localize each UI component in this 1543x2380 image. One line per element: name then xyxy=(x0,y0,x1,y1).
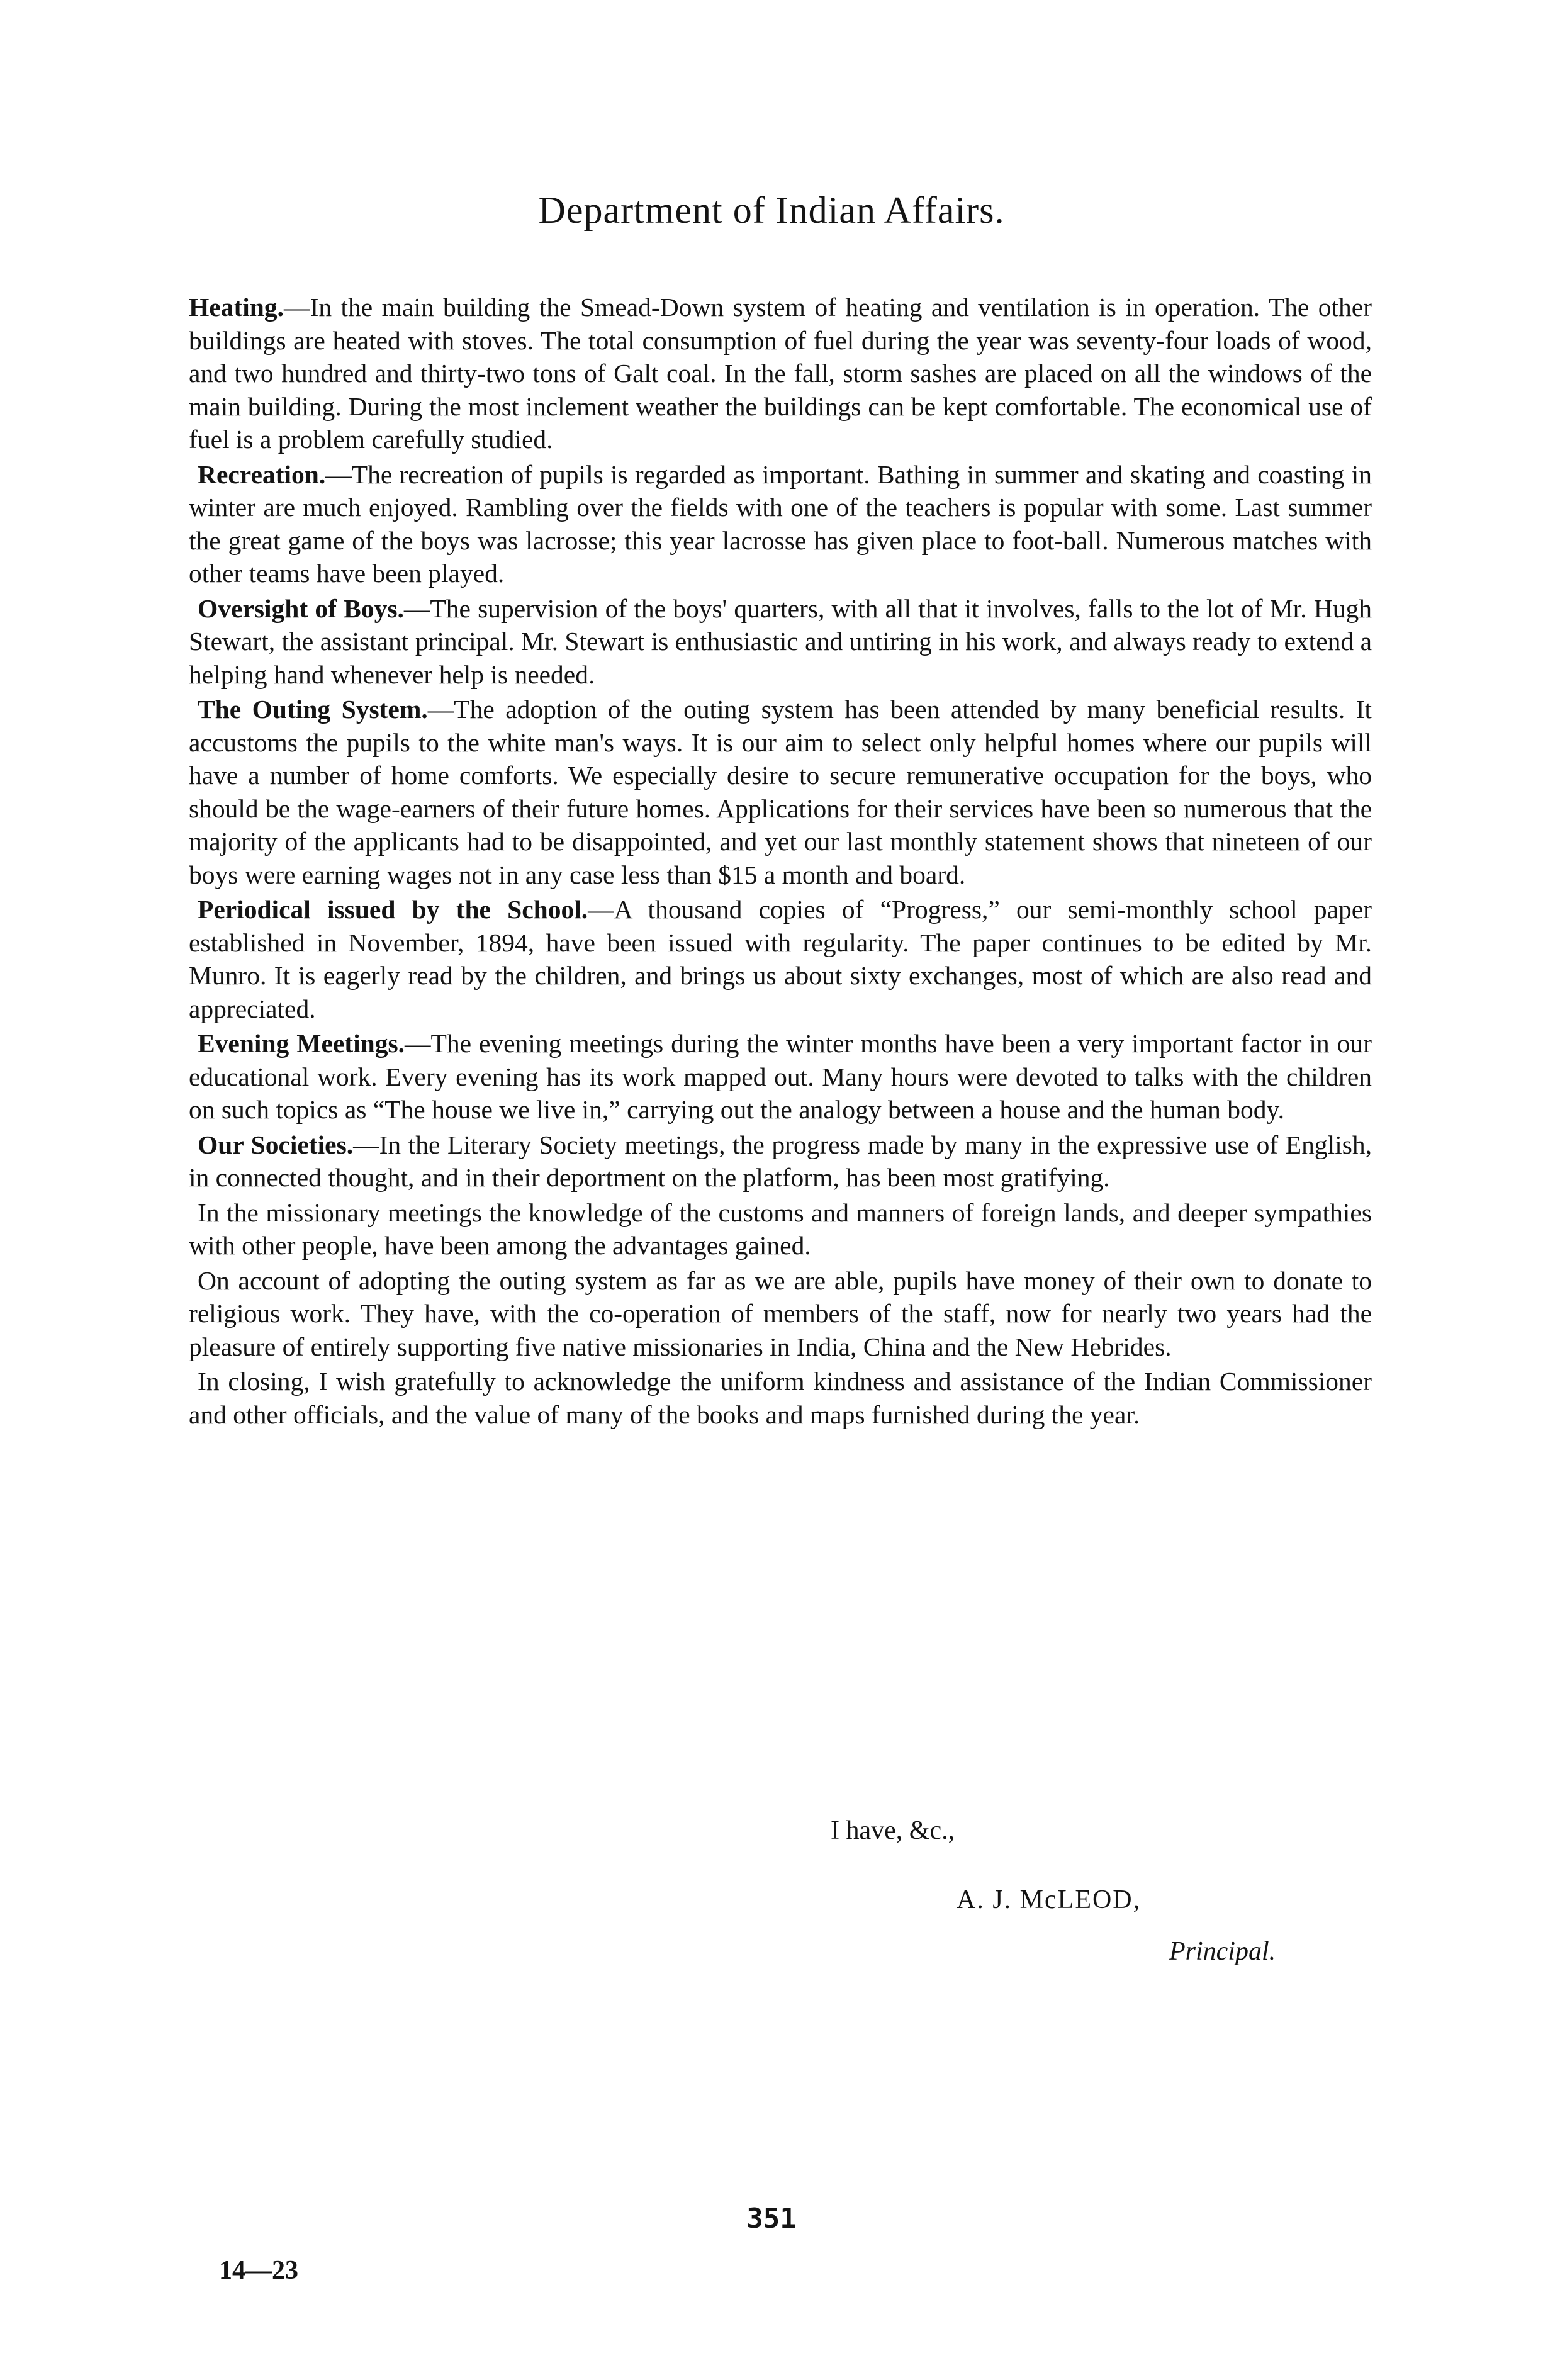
paragraph-recreation xyxy=(189,458,1372,590)
paragraph-oversight xyxy=(189,592,1372,692)
paragraph-text: On account of adopting the outing system as far as we are able, pupils have money of their own to donate to religious work. They have, with the co-operation of members of the staff, now for nearly two years had the pleasure of entirely supporting five native missionaries in India, China and the New Hebrides. xyxy=(189,1266,1372,1361)
paragraph-text: —In the Literary Society meetings, the progress made by many in the expressive use of English, in connected thought, and in their deportment on the platform, has been most gratifying. xyxy=(189,1130,1372,1192)
paragraph-periodical xyxy=(189,893,1372,1025)
paragraph-heading: Oversight of Boys. xyxy=(198,593,404,623)
body-text xyxy=(189,291,1372,1433)
page-header: Department of Indian Affairs. xyxy=(538,189,1005,231)
paragraph-heading: The Outing System. xyxy=(198,695,428,724)
paragraph-heading: Our Societies. xyxy=(198,1130,354,1159)
paragraph-evening-meetings xyxy=(189,1027,1372,1126)
signature-mark: 14—23 xyxy=(219,2256,298,2285)
paragraph-heading: Periodical issued by the School. xyxy=(198,895,588,924)
paragraph-text: In closing, I wish gratefully to acknowledge the uniform kindness and assistance of the Indian Commissioner and other officials, and the value of many of the books and maps furnished during the year. xyxy=(189,1367,1372,1429)
paragraph-outing-donations xyxy=(189,1264,1372,1364)
closing-salutation: I have, &c., xyxy=(831,1816,955,1845)
signature-name: A. J. McLEOD, xyxy=(957,1885,1142,1914)
paragraph-text: —The evening meetings during the winter months have been a very important factor in our educational work. Every evening has its work mapped out. Many hours were devoted to talks with the children on such topics as “The house we live in,” carrying out the analogy between a house and the human body. xyxy=(189,1029,1372,1124)
paragraph-text: —The recreation of pupils is regarded as important. Bathing in summer and skating and coasting in winter are much enjoyed. Rambling over the fields with one of the teachers is popular with some. Last summer the great game of the boys was lacrosse; this year lacrosse has given place to foot-ball. Numerous matches with other teams have been played. xyxy=(189,459,1372,588)
paragraph-heading: Evening Meetings. xyxy=(198,1029,405,1058)
paragraph-heading: Heating. xyxy=(189,293,284,322)
paragraph-societies xyxy=(189,1128,1372,1194)
paragraph-outing-system xyxy=(189,693,1372,891)
page-number: 351 xyxy=(746,2203,797,2235)
paragraph-text: —A thousand copies of “Progress,” our semi-monthly school paper established in November, 1894, have been issued with regularity. The paper continues to be edited by Mr. Munro. It is eagerly read by the children, and brings us about sixty exchanges, most of which are also read and appreciated. xyxy=(189,895,1372,1023)
signature-title: Principal. xyxy=(1169,1937,1276,1966)
paragraph-text: —The supervision of the boys' quarters, with all that it involves, falls to the lot of Mr. Hugh Stewart, the assistant principal. Mr. Stewart is enthusiastic and untiring in his work, and always ready to extend a helping hand whenever help is needed. xyxy=(189,593,1372,689)
paragraph-missionary xyxy=(189,1196,1372,1262)
paragraph-heading: Recreation. xyxy=(198,459,326,489)
paragraph-closing xyxy=(189,1365,1372,1431)
paragraph-text: —The adoption of the outing system has been attended by many beneficial results. It accustoms the pupils to the white man's ways. It is our aim to select only helpful homes where our pupils will have a number of home comforts. We especially desire to secure remunerative occupation for the boys, who should be the wage-earners of their future homes. Applications for their services have been so numerous that the majority of the applicants had to be disappointed, and yet our last monthly statement shows that nineteen of our boys were earning wages not in any case less than $15 a month and board. xyxy=(189,695,1372,889)
paragraph-heating xyxy=(189,291,1372,456)
paragraph-text: In the missionary meetings the knowledge of the customs and manners of foreign lands, and deeper sympathies with other people, have been among the advantages gained. xyxy=(189,1198,1372,1260)
paragraph-text: —In the main building the Smead-Down system of heating and ventilation is in operation. The other buildings are heated with stoves. The total consumption of fuel during the year was seventy-four loads of wood, and two hundred and thirty-two tons of Galt coal. In the fall, storm sashes are placed on all the windows of the main building. During the most inclement weather the buildings can be kept comfortable. The economical use of fuel is a problem carefully studied. xyxy=(189,293,1372,454)
